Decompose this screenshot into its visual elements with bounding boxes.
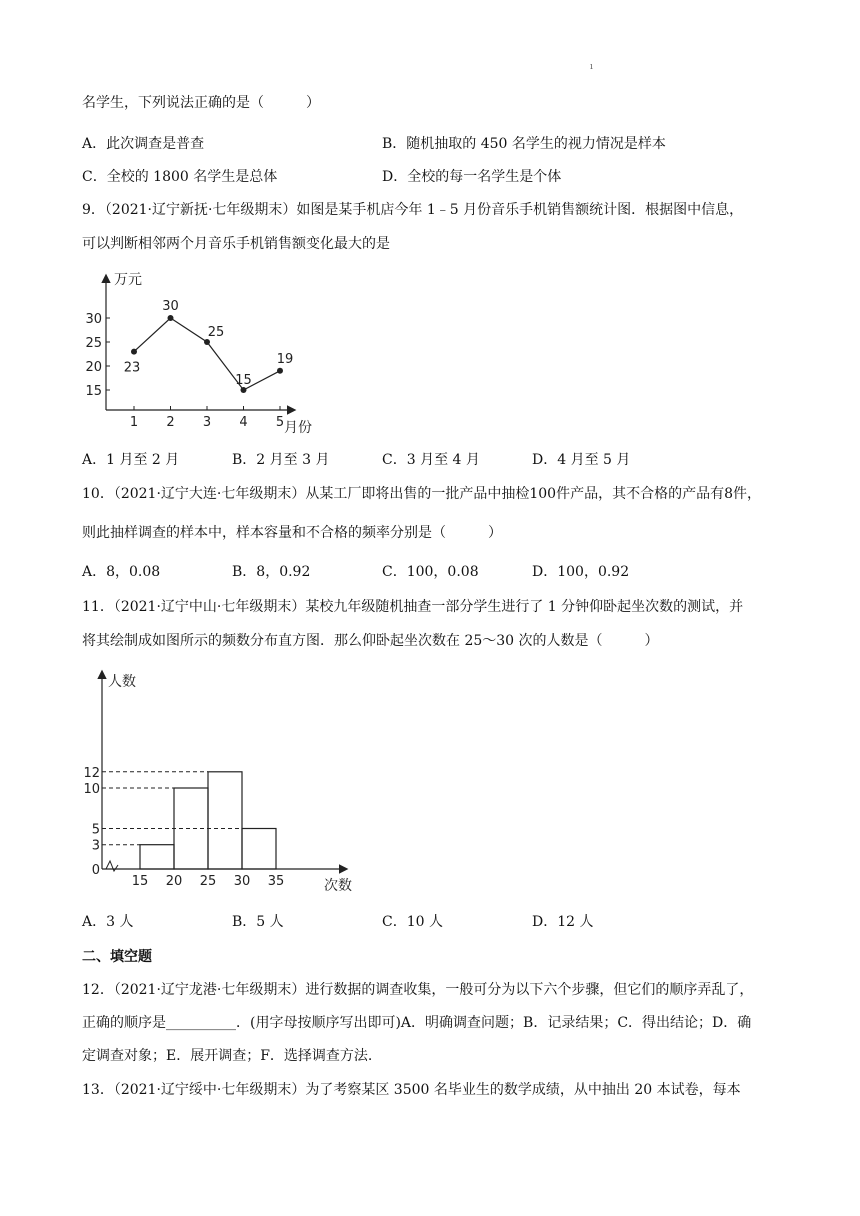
y-axis-label: 万元 [114, 272, 142, 288]
y-tick-label: 12 [83, 765, 100, 781]
y-tick-label: 25 [85, 336, 102, 351]
data-point [168, 315, 174, 321]
y-tick-label: 0 [91, 863, 100, 878]
data-label: 30 [162, 299, 179, 314]
x-tick-label: 15 [131, 874, 149, 889]
data-label: 25 [207, 325, 225, 340]
q13-stem-line1: 13．（2021·辽宁绥中·七年级期末）为了考察某区 3500 名毕业生的数学成绩，从中抽出 20 本试卷，每本 [82, 1082, 741, 1098]
histogram-bar [208, 772, 242, 869]
q8-stem: 名学生，下列说法正确的是（ ） [82, 95, 320, 111]
data-point [131, 349, 137, 355]
data-label: 19 [276, 351, 294, 367]
x-tick-label: 25 [199, 874, 217, 889]
q11-stem-line1: 11．（2021·辽宁中山·七年级期末）某校九年级随机抽查一部分学生进行了 1 分钟仰卧起坐次数的测试，并 [82, 599, 744, 615]
q12-stem-line1: 12．（2021·辽宁龙港·七年级期末）进行数据的调查收集，一般可分为以下六个步骤，但它们的顺序弄乱了， [82, 982, 754, 998]
x-tick-label: 20 [165, 874, 183, 889]
data-point [277, 368, 283, 374]
q11-option-c[interactable]: C．10 人 [382, 914, 443, 930]
y-tick-label: 10 [83, 782, 100, 797]
q10-option-d[interactable]: D．100，0.92 [532, 564, 630, 580]
x-tick-label: 5 [275, 415, 285, 430]
histogram-bar [242, 829, 276, 870]
q8-option-d[interactable]: D．全校的每一名学生是个体 [382, 169, 562, 185]
x-tick-label: 30 [233, 874, 251, 889]
y-tick-label: 3 [91, 838, 100, 854]
q9-option-d[interactable]: D．4 月至 5 月 [532, 452, 631, 468]
data-label: 23 [123, 360, 141, 376]
y-tick-label: 30 [85, 312, 102, 327]
q9-stem-line1: 9．（2021·辽宁新抚·七年级期末）如图是某手机店今年 1﹣5 月份音乐手机销售额统计图．根据图中信息， [82, 202, 744, 218]
histogram-bar [140, 845, 174, 869]
x-tick-label: 4 [239, 415, 248, 430]
line-chart [76, 268, 336, 438]
x-tick-label: 3 [202, 415, 212, 430]
q9-stem-line2: 可以判断相邻两个月音乐手机销售额变化最大的是 [82, 236, 390, 252]
y-tick-label: 15 [85, 384, 102, 399]
x-axis-label: 次数 [324, 878, 352, 894]
q8-option-b[interactable]: B．随机抽取的 450 名学生的视力情况是样本 [382, 136, 666, 152]
q10-option-a[interactable]: A．8，0.08 [82, 564, 161, 580]
q9-option-a[interactable]: A．1 月至 2 月 [82, 452, 180, 468]
q10-stem-line1: 10．（2021·辽宁大连·七年级期末）从某工厂即将出售的一批产品中抽检100件产品，其不合格的产品有8件， [82, 486, 761, 502]
q9-option-b[interactable]: B．2 月至 3 月 [232, 452, 330, 468]
q8-option-c[interactable]: C．全校的 1800 名学生是总体 [82, 169, 278, 185]
section-heading-fill-in: 二、填空题 [82, 949, 152, 965]
q12-stem-line3: 定调查对象；E．展开调查；F．选择调查方法. [82, 1048, 373, 1064]
q11-option-a[interactable]: A．3 人 [82, 914, 134, 930]
q11-option-b[interactable]: B．5 人 [232, 914, 284, 930]
y-tick-label: 5 [91, 822, 100, 838]
q8-option-a[interactable]: A．此次调查是普查 [82, 136, 205, 152]
x-tick-label: 2 [166, 415, 175, 430]
top-mark: ı [590, 62, 593, 72]
x-tick-label: 35 [267, 874, 285, 889]
y-axis-label: 人数 [108, 674, 136, 690]
q10-option-b[interactable]: B．8，0.92 [232, 564, 311, 580]
q12-stem-line2: 正确的顺序是__________．(用字母按顺序写出即可)A．明确调查问题；B．记录结果；C．得出结论；D．确 [82, 1015, 752, 1031]
x-tick-label: 1 [129, 415, 139, 430]
q11-option-d[interactable]: D．12 人 [532, 914, 594, 930]
q10-option-c[interactable]: C．100，0.08 [382, 564, 479, 580]
q9-option-c[interactable]: C．3 月至 4 月 [382, 452, 480, 468]
q10-stem-line2: 则此抽样调查的样本中，样本容量和不合格的频率分别是（ ） [82, 525, 502, 541]
x-axis-label: 月份 [284, 420, 312, 436]
y-tick-label: 20 [85, 360, 102, 375]
data-label: 15 [235, 373, 252, 388]
q11-stem-line2: 将其绘制成如图所示的频数分布直方图．那么仰卧起坐次数在 25～30 次的人数是（ ） [82, 633, 659, 649]
histogram-chart [74, 666, 374, 900]
